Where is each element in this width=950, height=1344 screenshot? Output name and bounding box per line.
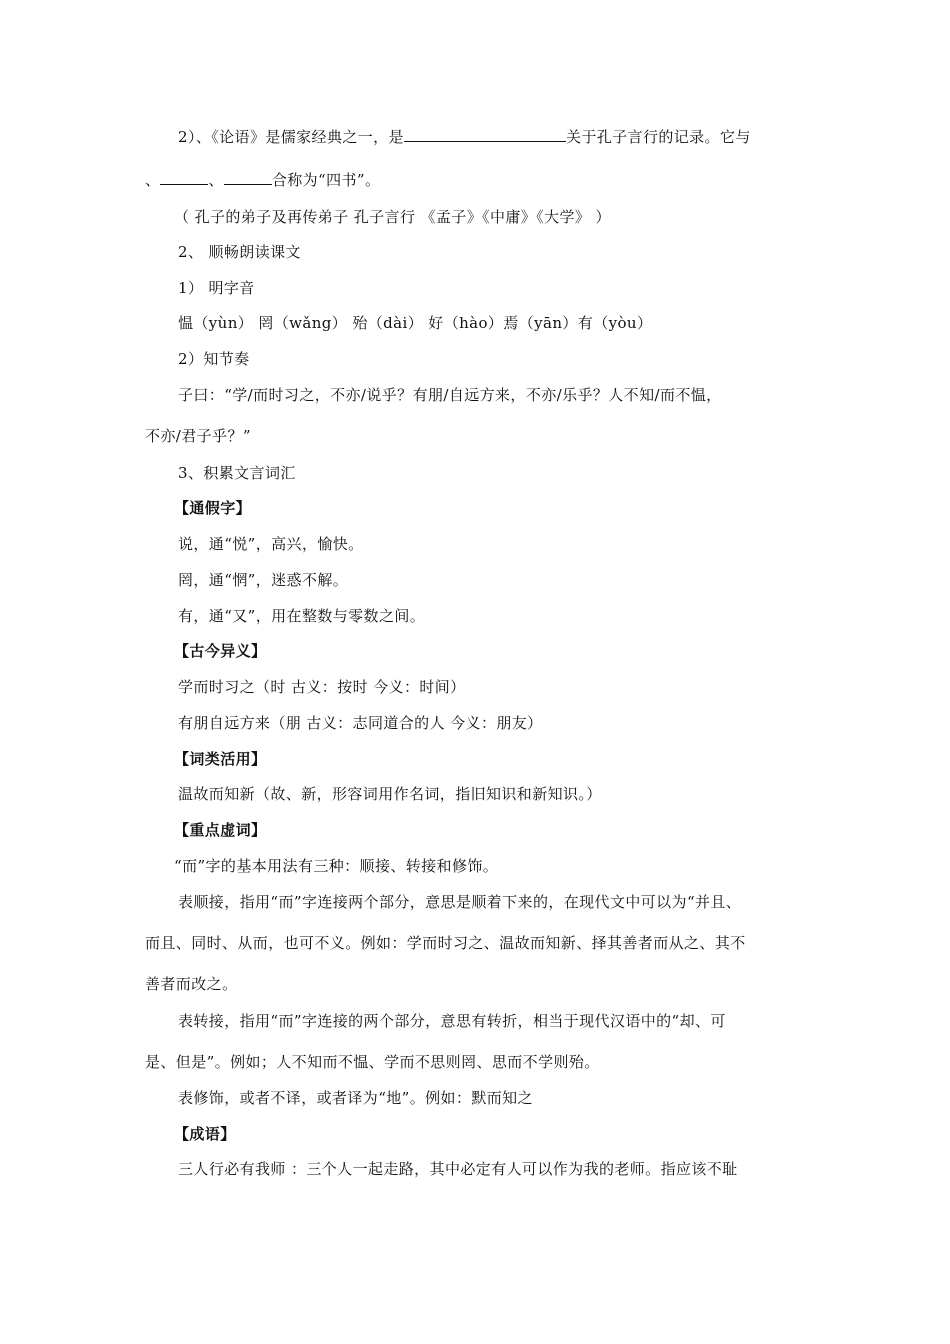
category-label: 【通假字】 — [174, 499, 252, 517]
section-heading: 3、积累文言词汇 — [178, 464, 296, 482]
paragraph-line: “而”字的基本用法有三种：顺接、转接和修饰。 — [174, 857, 499, 875]
paragraph-line: 是、但是”。例如；人不知而不愠、学而不思则罔、思而不学则殆。 — [145, 1053, 600, 1071]
fill-blank — [404, 127, 566, 142]
list-item: 学而时习之（时 古义：按时 今义：时间） — [178, 678, 466, 696]
question-text-a: 2）、《论语》是儒家经典之一，是 — [178, 128, 404, 146]
category-label: 【古今异义】 — [174, 642, 267, 660]
list-item: 罔，通“惘”，迷惑不解。 — [178, 571, 349, 589]
rhythm-line: 不亦/君子乎？” — [145, 427, 251, 445]
list-item: 有朋自远方来（朋 古义：志同道合的人 今义：朋友） — [178, 714, 543, 732]
pronunciation-line: 愠（yùn） 罔（wǎng） 殆（dài） 好（hào）焉（yān）有（yòu） — [178, 314, 653, 332]
fill-blank — [224, 170, 272, 185]
question-text-d: 、 — [208, 171, 224, 189]
category-label: 【重点虚词】 — [174, 821, 267, 839]
question-line-1 — [178, 127, 751, 147]
paragraph-line: 而且、同时、从而，也可不义。例如：学而时习之、温故而知新、择其善者而从之、其不 — [145, 934, 746, 952]
paragraph-line: 三人行必有我师 ：三个人一起走路，其中必定有人可以作为我的老师。指应该不耻 — [178, 1160, 738, 1178]
question-text-b: 关于孔子言行的记录。它与 — [565, 128, 751, 146]
paragraph-line: 表顺接，指用“而”字连接两个部分，意思是顺着下来的，在现代文中可以为“并且、 — [178, 893, 742, 911]
question-text-e: 合称为“四书”。 — [271, 171, 381, 189]
question-text-c: 、 — [145, 171, 161, 189]
paragraph-line: 表转接，指用“而”字连接的两个部分，意思有转折，相当于现代汉语中的“却、可 — [178, 1012, 726, 1030]
subheading: 2）知节奏 — [178, 350, 250, 368]
section-heading: 2、 顺畅朗读课文 — [178, 243, 301, 261]
rhythm-line — [178, 385, 722, 405]
answer-key: （ 孔子的弟子及再传弟子 孔子言行 《孟子》《中庸》《大学》 ） — [174, 208, 611, 226]
category-label: 【词类活用】 — [174, 750, 267, 768]
list-item: 温故而知新（故、新，形容词用作名词，指旧知识和新知识。） — [178, 785, 602, 803]
list-item: 说，通“悦”，高兴，愉快。 — [178, 535, 364, 553]
list-item: 有，通“又”，用在整数与零数之间。 — [178, 607, 426, 625]
paragraph-line: 善者而改之。 — [145, 975, 238, 993]
rhythm-text: 子曰：“学/而时习之，不亦/说乎？有朋/自远方来，不亦/乐乎？人不知/而不愠， — [178, 386, 722, 404]
subheading: 1） 明字音 — [178, 279, 255, 297]
paragraph-line: 表修饰，或者不译，或者译为“地”。例如：默而知之 — [178, 1089, 533, 1107]
category-label: 【成语】 — [174, 1125, 236, 1143]
question-line-2 — [145, 170, 380, 190]
fill-blank — [160, 170, 208, 185]
